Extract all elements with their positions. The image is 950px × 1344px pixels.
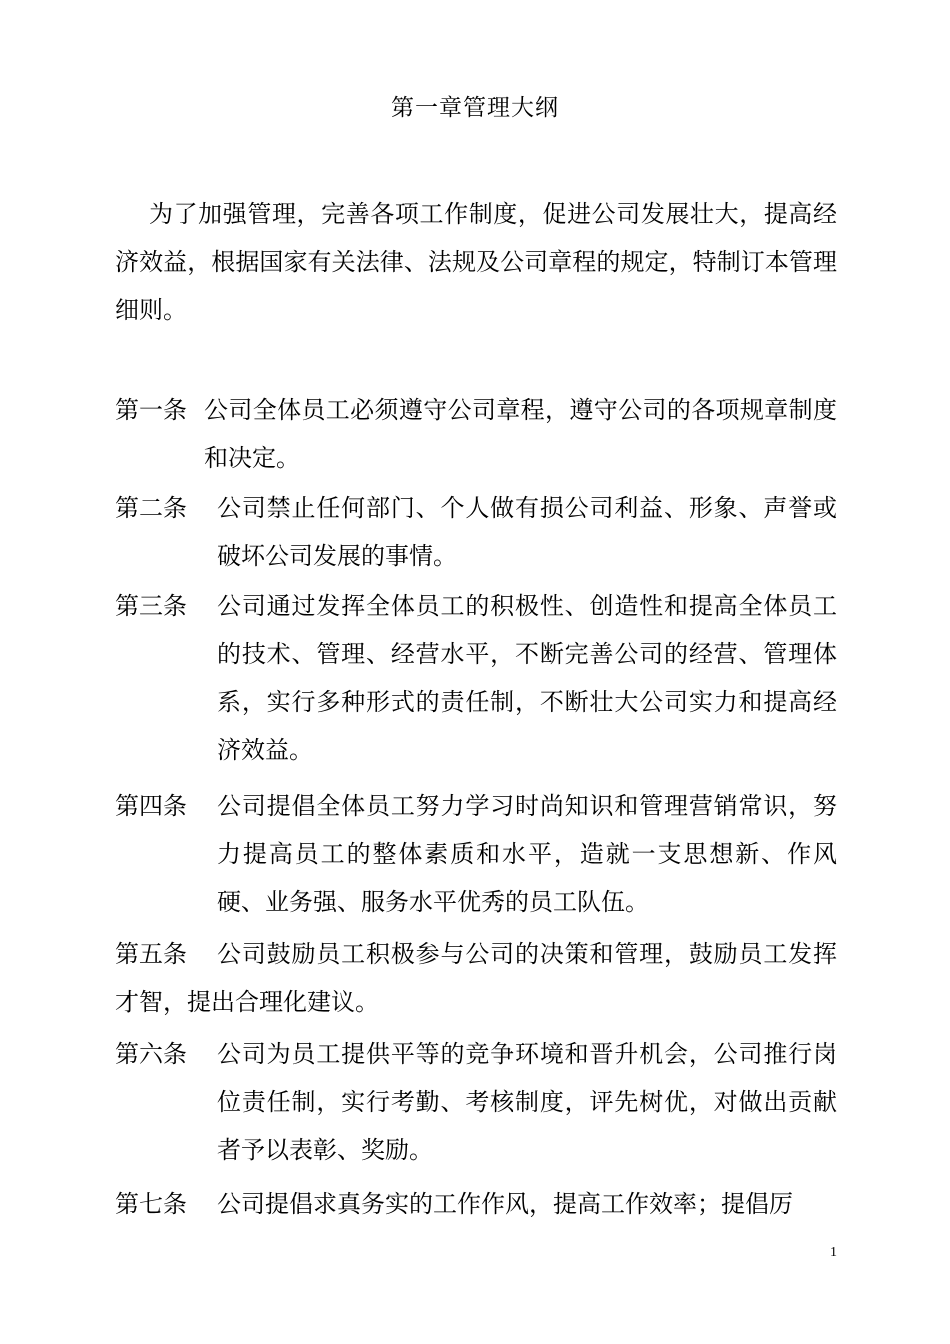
article-text: 公司提倡求真务实的工作作风，提高工作效率；提倡厉	[217, 1190, 793, 1218]
article-7	[115, 1180, 837, 1228]
article-text: 公司提倡全体员工努力学习时尚知识和管理营销常识，努力提高员工的整体素质和水平，造就一支思想新、作风硬、业务强、服务水平优秀的员工队伍。	[217, 792, 837, 916]
article-text: 公司通过发挥全体员工的积极性、创造性和提高全体员工的技术、管理、经营水平，不断完善公司的经营、管理体系，实行多种形式的责任制，不断壮大公司实力和提高经济效益。	[217, 592, 837, 764]
article-2	[115, 484, 837, 580]
intro-paragraph: 为了加强管理，完善各项工作制度，促进公司发展壮大，提高经济效益，根据国家有关法律、法规及公司章程的规定，特制订本管理细则。	[115, 200, 837, 324]
article-5	[115, 930, 837, 1026]
article-text: 公司为员工提供平等的竞争环境和晋升机会，公司推行岗位责任制，实行考勤、考核制度，评先树优，对做出贡献者予以表彰、奖励。	[217, 1040, 837, 1164]
article-label: 第一条	[115, 396, 187, 424]
article-text: 公司全体员工必须遵守公司章程，遵守公司的各项规章制度和决定。	[204, 396, 837, 472]
article-3	[115, 582, 837, 774]
chapter-title: 第一章管理大纲	[391, 95, 559, 121]
article-label: 第三条	[115, 592, 187, 620]
article-text: 公司鼓励员工积极参与公司的决策和管理，鼓励员工发挥才智，提出合理化建议。	[115, 940, 837, 1016]
article-6	[115, 1030, 837, 1174]
article-text: 公司禁止任何部门、个人做有损公司利益、形象、声誉或破坏公司发展的事情。	[217, 494, 837, 570]
article-label: 第六条	[115, 1040, 187, 1068]
page-number: 1	[830, 1245, 837, 1260]
article-label: 第四条	[115, 792, 187, 820]
article-label: 第七条	[115, 1190, 187, 1218]
article-label: 第二条	[115, 494, 187, 522]
article-1	[115, 386, 837, 482]
article-4	[115, 782, 837, 926]
article-label: 第五条	[115, 940, 187, 968]
